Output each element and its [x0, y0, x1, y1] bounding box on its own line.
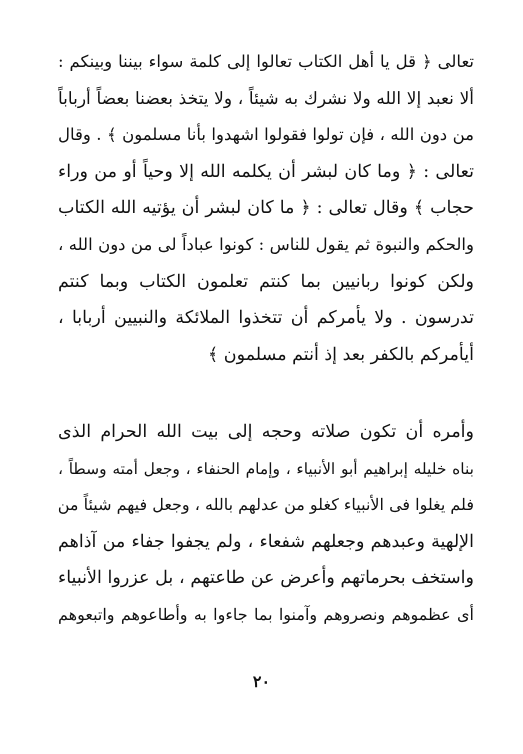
paragraph-1-line-8: تدرسون . ولا يأمركم أن تتخذوا الملائكة والنبيين أربابا ،: [58, 308, 474, 329]
paragraph-1-line-9: أيأمركم بالكفر بعد إذ أنتم مسلمون ﴾: [207, 344, 474, 365]
paragraph-2-line-5: واستخف بحرماتهم وأعرض عن طاعتهم ، بل عزروا الأنبياء: [58, 568, 474, 589]
paragraph-2-line-6: أى عظموهم ونصروهم وآمنوا بما جاءوا به وأطاعوهم واتبعوهم: [58, 604, 474, 624]
paragraph-2-line-2: بناه خليله إبراهيم أبو الأنبياء ، وإمام الحنفاء ، وجعل أمته وسطاً ،: [58, 459, 474, 478]
paragraph-2-line-3: فلم يغلوا فى الأنبياء كغلو من عدلهم بالله ، وجعل فيهم شيئاً من: [58, 495, 474, 515]
paragraph-1-line-4: تعالى : ﴿ وما كان لبشر أن يكلمه الله إلا وحياً أو من وراء: [58, 161, 474, 182]
paragraph-1-line-6: والحكم والنبوة ثم يقول للناس : كونوا عباداً لى من دون الله ،: [58, 234, 474, 254]
paragraph-2: [58, 414, 474, 634]
page-number: ٢٠: [252, 672, 271, 691]
paragraph-1-line-7: ولكن كونوا ربانيين بما كنتم تعلمون الكتاب وبما كنتم: [58, 271, 474, 292]
paragraph-1-line-3: من دون الله ، فإن تولوا فقولوا اشهدوا بأنا مسلمون ﴾ . وقال: [58, 125, 474, 145]
paragraph-2-line-4: الإلهية وعبدهم وجعلهم شفعاء ، ولم يجفوا جفاء من آذاهم: [58, 531, 474, 552]
paragraph-1-line-2: ألا نعبد إلا الله ولا نشرك به شيئاً ، ولا يتخذ بعضنا بعضاً أرباباً: [58, 88, 474, 109]
paragraph-1: [58, 44, 474, 373]
paragraph-1-line-5: حجاب ﴾ وقال تعالى : ﴿ ما كان لبشر أن يؤتيه الله الكتاب: [58, 198, 474, 219]
paragraph-2-line-1: وأمره أن تكون صلاته وحجه إلى بيت الله الحرام الذى: [58, 422, 474, 442]
paragraph-1-line-1: تعالى ﴿ قل يا أهل الكتاب تعالوا إلى كلمة سواء بيننا وبينكم :: [58, 52, 474, 71]
